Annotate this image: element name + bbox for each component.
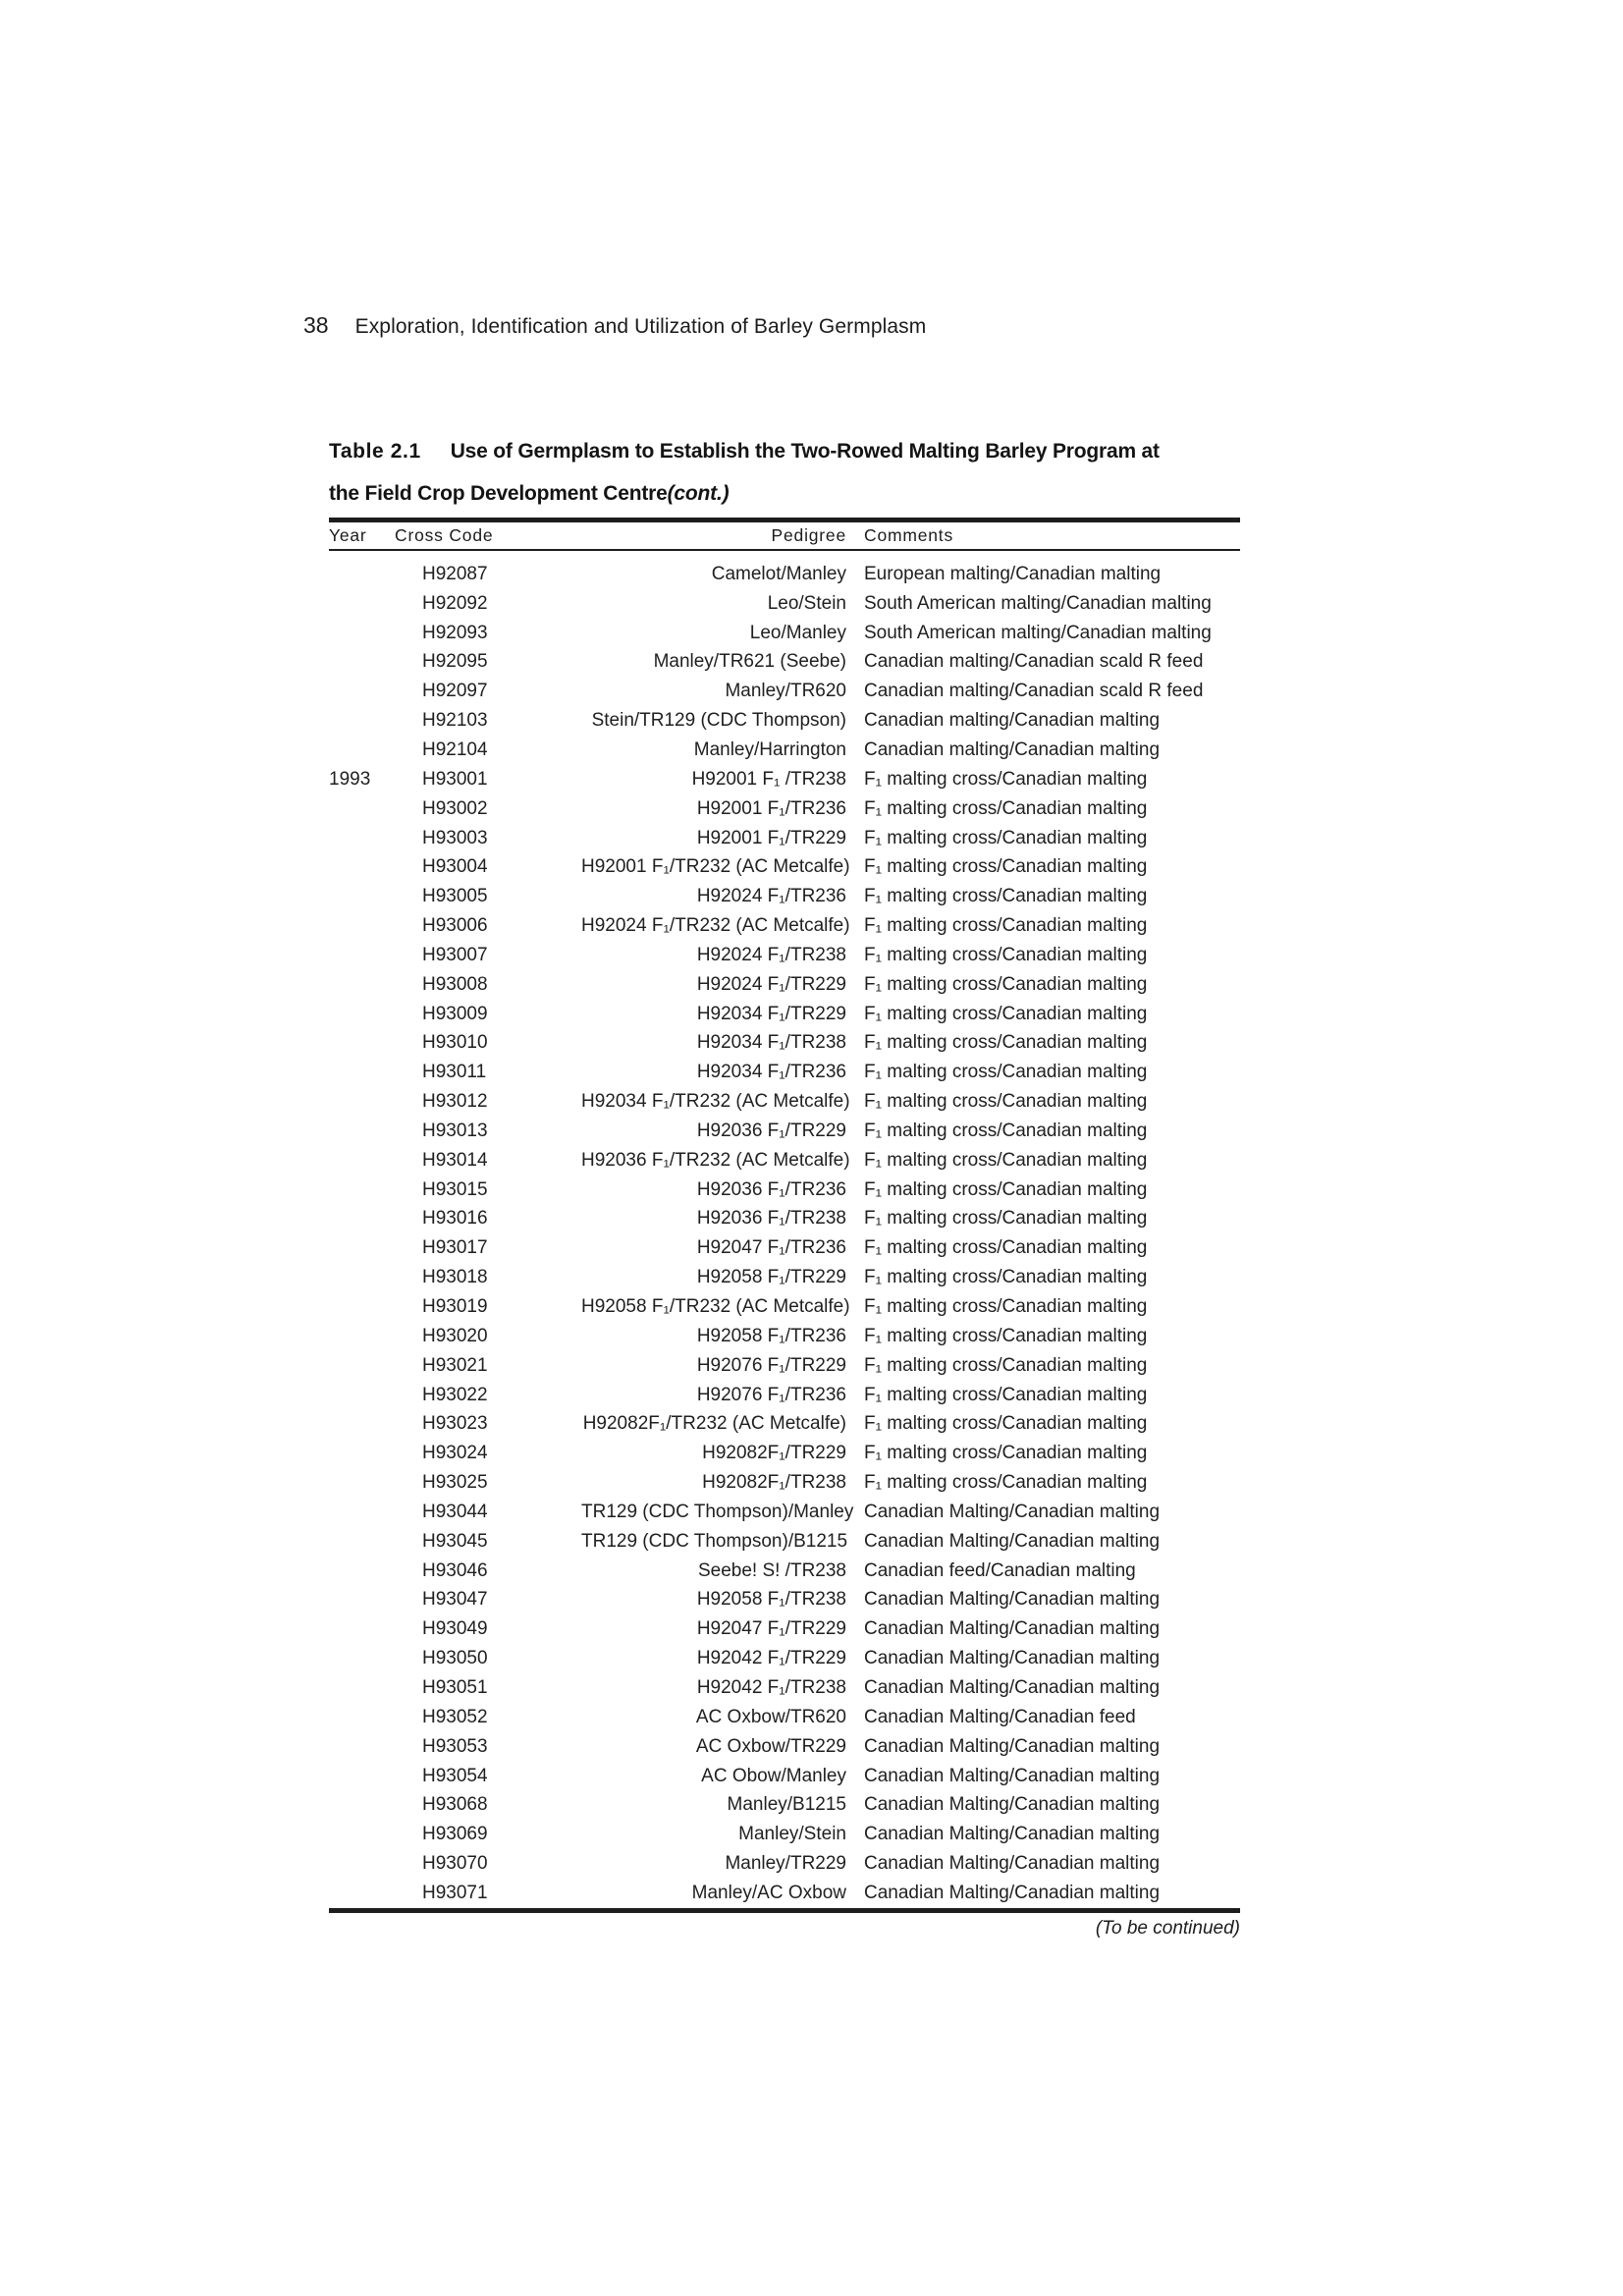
cell-comments: F₁ malting cross/Canadian malting [864,886,1148,907]
cell-comments: Canadian Malting/Canadian malting [864,1882,1161,1903]
cell-comments: Canadian Malting/Canadian malting [864,1501,1161,1522]
table-row [329,736,1240,765]
table-title-text-2: the Field Crop Development Centre [329,482,668,505]
cell-cross-code: H92104 [422,738,488,760]
cell-pedigree: H92058 F₁/TR232 (AC Metcalfe) [581,1296,850,1318]
cell-comments: F₁ malting cross/Canadian malting [864,915,1148,937]
running-title: Exploration, Identification and Utilization of Barley Germplasm [354,315,927,338]
cell-comments: F₁ malting cross/Canadian malting [864,1120,1148,1141]
table-row [329,677,1240,706]
table-row [329,852,1240,882]
cell-comments: F₁ malting cross/Canadian malting [864,1267,1148,1288]
cell-comments: F₁ malting cross/Canadian malting [864,1413,1148,1435]
cell-pedigree: H92058 F₁/TR238 [696,1589,846,1611]
table-row [329,1439,1240,1468]
table-row [329,1790,1240,1820]
cell-pedigree: H92001 F₁/TR232 (AC Metcalfe) [581,856,850,878]
cell-pedigree: AC Oxbow/TR620 [695,1706,846,1727]
cell-pedigree: AC Oxbow/TR229 [695,1735,846,1757]
cell-pedigree: H92082F₁/TR238 [702,1472,846,1494]
cell-cross-code: H92097 [422,681,488,702]
table-row [329,970,1240,1000]
cell-pedigree: Manley/B1215 [727,1794,846,1816]
column-header-cross-code: Cross Code [395,524,494,545]
cell-comments: F₁ malting cross/Canadian malting [864,1472,1148,1494]
cell-cross-code: H93007 [422,944,488,965]
cell-cross-code: H93052 [422,1706,488,1727]
table-row [329,1732,1240,1762]
table-title-text: Use of Germplasm to Establish the Two-Rowed Malting Barley Program at [450,440,1160,463]
cell-cross-code: H93025 [422,1472,488,1494]
table-row [329,648,1240,678]
cell-cross-code: H93047 [422,1589,488,1611]
cell-comments: Canadian Malting/Canadian feed [864,1706,1136,1727]
cell-comments: Canadian Malting/Canadian malting [864,1765,1161,1786]
table-row [329,1322,1240,1351]
table-row [329,1292,1240,1322]
table-row [329,1614,1240,1644]
cell-pedigree: Seebe! S! /TR238 [697,1559,846,1581]
cell-comments: Canadian feed/Canadian malting [864,1559,1136,1581]
table-row [329,1762,1240,1791]
cell-pedigree: H92024 F₁/TR238 [696,944,846,965]
cell-pedigree: Manley/Harrington [693,738,846,760]
table-row [329,1703,1240,1732]
table-row [329,1205,1240,1234]
cell-cross-code: H93022 [422,1384,488,1405]
table-number: Table 2.1 [329,440,421,463]
cell-cross-code: H93023 [422,1413,488,1435]
cell-cross-code: H92087 [422,563,488,584]
cell-comments: European malting/Canadian malting [864,563,1162,584]
cell-comments: F₁ malting cross/Canadian malting [864,1325,1148,1346]
cell-pedigree: H92042 F₁/TR229 [696,1648,846,1669]
table-row [329,1000,1240,1029]
table-row [329,882,1240,911]
table-continuation-note: (To be continued) [1095,1918,1240,1939]
column-header-pedigree: Pedigree [771,524,846,545]
cell-cross-code: H93016 [422,1208,488,1230]
page-number: 38 [303,312,329,338]
cell-cross-code: H93001 [422,768,488,790]
table-row [329,560,1240,589]
table-row [329,1351,1240,1381]
cell-cross-code: H93068 [422,1794,488,1816]
cell-pedigree: H92034 F₁/TR232 (AC Metcalfe) [581,1091,850,1113]
cell-pedigree: H92076 F₁/TR236 [696,1384,846,1405]
cell-comments: Canadian Malting/Canadian malting [864,1735,1161,1757]
cell-pedigree: Manley/Stein [738,1824,846,1845]
cell-pedigree: H92036 F₁/TR232 (AC Metcalfe) [581,1149,850,1171]
cell-cross-code: H93011 [422,1062,487,1083]
cell-comments: F₁ malting cross/Canadian malting [864,1237,1148,1259]
cell-year: 1993 [329,768,371,790]
cell-comments: South American malting/Canadian malting [864,622,1212,643]
cell-comments: Canadian Malting/Canadian malting [864,1676,1161,1698]
table-row [329,911,1240,941]
cell-cross-code: H93054 [422,1765,488,1786]
cell-cross-code: H93051 [422,1676,488,1698]
table-row [329,1117,1240,1146]
cell-pedigree: Manley/TR229 [725,1853,846,1875]
table-title [329,430,1242,515]
cell-cross-code: H93012 [422,1091,488,1113]
table-row [329,1820,1240,1849]
cell-cross-code: H93003 [422,827,488,848]
cell-pedigree: H92001 F₁/TR236 [696,797,846,819]
cell-pedigree: Leo/Manley [749,622,846,643]
table-row [329,1409,1240,1439]
table-rule-header [329,549,1240,551]
cell-cross-code: H93049 [422,1618,488,1640]
cell-comments: Canadian malting/Canadian scald R feed [864,681,1204,702]
cell-comments: F₁ malting cross/Canadian malting [864,856,1148,878]
cell-pedigree: H92076 F₁/TR229 [696,1354,846,1376]
table-row [329,1468,1240,1498]
table-row [329,1058,1240,1087]
cell-cross-code: H93010 [422,1032,488,1054]
table-row [329,1087,1240,1117]
column-header-comments: Comments [864,524,954,545]
cell-pedigree: H92034 F₁/TR238 [696,1032,846,1054]
table-row [329,1381,1240,1410]
cell-pedigree: H92034 F₁/TR236 [696,1062,846,1083]
cell-cross-code: H92103 [422,710,488,732]
table-row [329,1498,1240,1527]
cell-pedigree: H92001 F₁/TR229 [696,827,846,848]
cell-comments: Canadian malting/Canadian scald R feed [864,651,1204,673]
cell-comments: Canadian Malting/Canadian malting [864,1618,1161,1640]
cell-comments: F₁ malting cross/Canadian malting [864,797,1148,819]
cell-comments: F₁ malting cross/Canadian malting [864,1208,1148,1230]
table-row [329,1527,1240,1557]
table-row [329,1146,1240,1175]
cell-pedigree: TR129 (CDC Thompson)/B1215 [581,1530,848,1552]
cell-pedigree: H92001 F₁ /TR238 [691,768,846,790]
table-row [329,824,1240,853]
table-row [329,1644,1240,1673]
table-rule-bottom [329,1908,1240,1913]
cell-comments: F₁ malting cross/Canadian malting [864,1091,1148,1113]
cell-cross-code: H93015 [422,1178,488,1200]
cell-pedigree: H92024 F₁/TR229 [696,973,846,995]
column-header-year: Year [329,524,367,545]
cell-pedigree: H92036 F₁/TR238 [696,1208,846,1230]
cell-cross-code: H93071 [422,1882,488,1903]
cell-comments: South American malting/Canadian malting [864,592,1212,614]
cell-pedigree: Manley/TR620 [725,681,846,702]
cell-cross-code: H93013 [422,1120,488,1141]
table-row [329,589,1240,619]
cell-pedigree: H92036 F₁/TR236 [696,1178,846,1200]
cell-comments: F₁ malting cross/Canadian malting [864,1296,1148,1318]
table-row [329,1879,1240,1908]
cell-pedigree: Manley/AC Oxbow [691,1882,846,1903]
cell-comments: Canadian Malting/Canadian malting [864,1853,1161,1875]
cell-pedigree: Manley/TR621 (Seebe) [653,651,846,673]
cell-cross-code: H93009 [422,1003,488,1024]
cell-cross-code: H93019 [422,1296,488,1318]
cell-comments: F₁ malting cross/Canadian malting [864,944,1148,965]
cell-comments: Canadian Malting/Canadian malting [864,1648,1161,1669]
cell-comments: F₁ malting cross/Canadian malting [864,768,1148,790]
cell-cross-code: H93050 [422,1648,488,1669]
cell-cross-code: H93014 [422,1149,488,1171]
cell-pedigree: H92058 F₁/TR236 [696,1325,846,1346]
cell-cross-code: H92092 [422,592,488,614]
cell-comments: Canadian Malting/Canadian malting [864,1794,1161,1816]
cell-cross-code: H92093 [422,622,488,643]
table-row [329,1029,1240,1059]
table-row [329,1263,1240,1292]
running-head [303,312,926,339]
table-row [329,619,1240,648]
cell-comments: F₁ malting cross/Canadian malting [864,1178,1148,1200]
cell-comments: F₁ malting cross/Canadian malting [864,1003,1148,1024]
cell-cross-code: H93024 [422,1443,488,1464]
table-title-cont: (cont.) [667,482,730,505]
cell-pedigree: TR129 (CDC Thompson)/Manley [581,1501,854,1522]
cell-comments: F₁ malting cross/Canadian malting [864,1032,1148,1054]
table-column-headers [329,522,1240,548]
cell-cross-code: H93005 [422,886,488,907]
cell-comments: F₁ malting cross/Canadian malting [864,1443,1148,1464]
cell-cross-code: H93053 [422,1735,488,1757]
cell-cross-code: H93045 [422,1530,488,1552]
table-row [329,941,1240,970]
cell-pedigree: Leo/Stein [767,592,846,614]
cell-cross-code: H93002 [422,797,488,819]
cell-pedigree: H92058 F₁/TR229 [696,1267,846,1288]
cell-pedigree: H92082F₁/TR229 [702,1443,846,1464]
table-row [329,1849,1240,1879]
cell-comments: Canadian malting/Canadian malting [864,710,1161,732]
table-row [329,1586,1240,1615]
cell-comments: F₁ malting cross/Canadian malting [864,1062,1148,1083]
cell-cross-code: H93021 [422,1354,488,1376]
cell-comments: F₁ malting cross/Canadian malting [864,1149,1148,1171]
table-body [329,560,1240,1908]
cell-comments: F₁ malting cross/Canadian malting [864,973,1148,995]
cell-cross-code: H93008 [422,973,488,995]
cell-pedigree: H92047 F₁/TR229 [696,1618,846,1640]
cell-pedigree: H92034 F₁/TR229 [696,1003,846,1024]
table-row [329,1557,1240,1586]
cell-comments: Canadian malting/Canadian malting [864,738,1161,760]
table-row [329,765,1240,794]
cell-cross-code: H93069 [422,1824,488,1845]
cell-pedigree: H92036 F₁/TR229 [696,1120,846,1141]
cell-pedigree: Stein/TR129 (CDC Thompson) [591,710,846,732]
table-row [329,1175,1240,1205]
cell-pedigree: H92042 F₁/TR238 [696,1676,846,1698]
cell-cross-code: H93018 [422,1267,488,1288]
table-title-line1 [329,430,1242,472]
table-row [329,1673,1240,1703]
cell-comments: F₁ malting cross/Canadian malting [864,1354,1148,1376]
table-title-line2 [329,472,1242,515]
cell-comments: Canadian Malting/Canadian malting [864,1824,1161,1845]
cell-cross-code: H93004 [422,856,488,878]
cell-cross-code: H93020 [422,1325,488,1346]
cell-pedigree: H92082F₁/TR232 (AC Metcalfe) [582,1413,846,1435]
cell-pedigree: H92047 F₁/TR236 [696,1237,846,1259]
cell-cross-code: H92095 [422,651,488,673]
cell-cross-code: H93046 [422,1559,488,1581]
cell-comments: Canadian Malting/Canadian malting [864,1530,1161,1552]
cell-cross-code: H93006 [422,915,488,937]
cell-pedigree: AC Obow/Manley [701,1765,846,1786]
cell-cross-code: H93070 [422,1853,488,1875]
cell-comments: F₁ malting cross/Canadian malting [864,827,1148,848]
table-row [329,794,1240,824]
cell-comments: Canadian Malting/Canadian malting [864,1589,1161,1611]
cell-pedigree: H92024 F₁/TR232 (AC Metcalfe) [581,915,850,937]
table-row [329,1233,1240,1263]
cell-pedigree: H92024 F₁/TR236 [696,886,846,907]
cell-cross-code: H93017 [422,1237,488,1259]
table-row [329,706,1240,736]
cell-cross-code: H93044 [422,1501,488,1522]
cell-comments: F₁ malting cross/Canadian malting [864,1384,1148,1405]
cell-pedigree: Camelot/Manley [711,563,846,584]
